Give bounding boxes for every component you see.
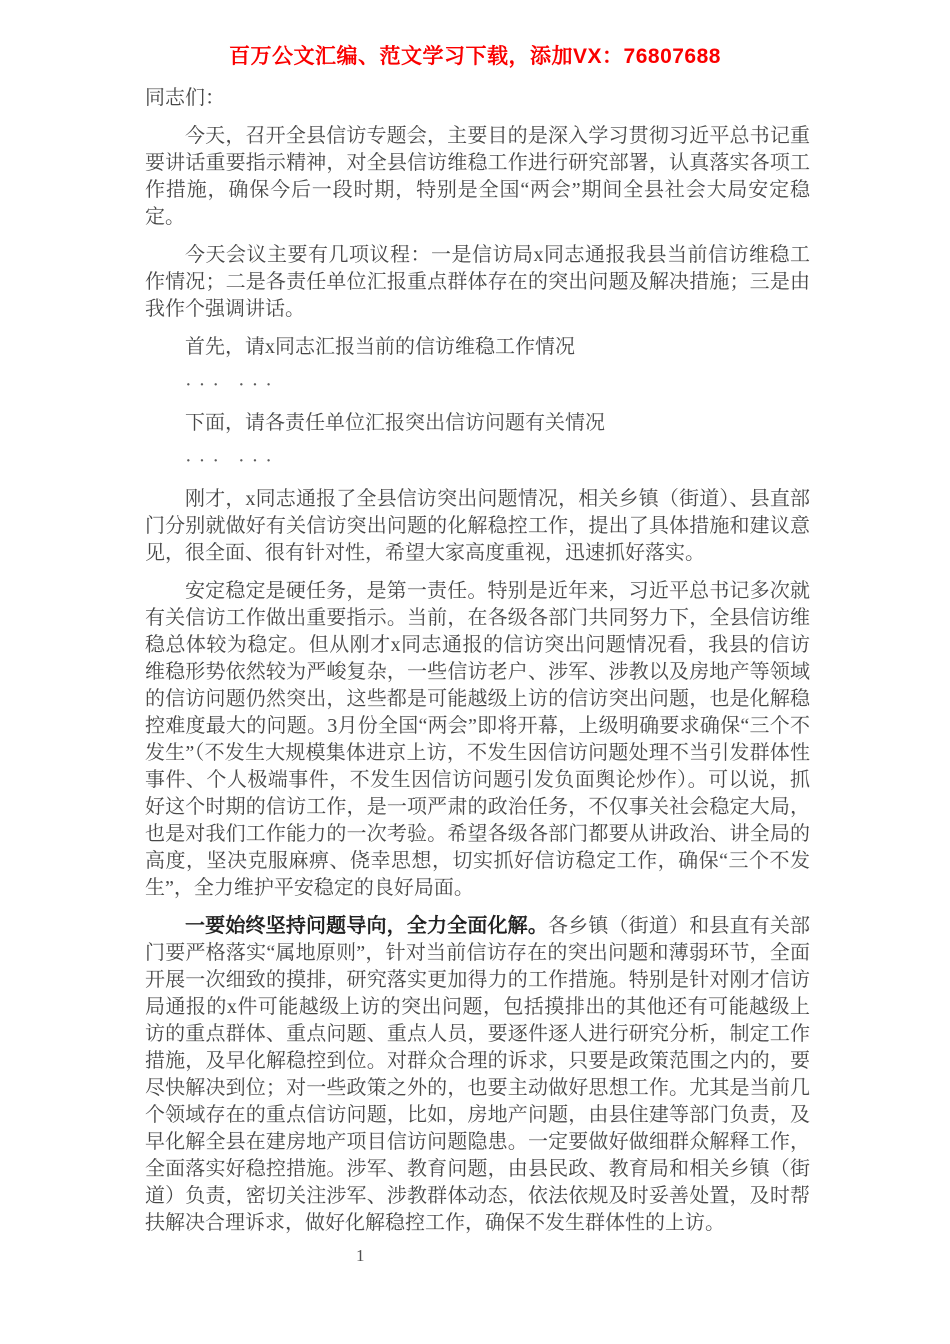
salutation: 同志们： — [145, 87, 225, 109]
paragraph: 安定稳定是硬任务，是第一责任。特别是近年来，习近平总书记多次就有关信访工作做出重要指示。当前，在各级各部门共同努力下，全县信访维稳总体较为稳定。但从刚才x同志通报的信访突出问题情况看，我县的信访维稳形势依然较为严峻复杂，一些信访老户、涉军、涉教以及房地产等领域的信访问题仍然突出，这些都是可能越级上访的信访突出问题，也是化解稳控难度最大的问题。3月份全国“两会”即将开幕，上级明确要求确保“三个不发生”（不发生大规模集体进京上访，不发生因信访问题处理不当引发群体性事件、个人极端事件，不发生因信访问题引发负面舆论炒作）。可以说，抓好这个时期的信访工作，是一项严肃的政治任务，不仅事关社会稳定大局，也是对我们工作能力的一次考验。希望各级各部门都要从讲政治、讲全局的高度，坚决克服麻痹、侥幸思想，切实抓好信访稳定工作，确保“三个不发生”，全力维护平安稳定的良好局面。 — [145, 580, 810, 899]
paragraph: 今天会议主要有几项议程：一是信访局x同志通报我县当前信访维稳工作情况；二是各责任单位汇报重点群体存在的突出问题及解决措施；三是由我作个强调讲话。 — [145, 244, 810, 320]
paragraph: 刚才，x同志通报了全县信访突出问题情况，相关乡镇（街道）、县直部门分别就做好有关信访突出问题的化解稳控工作，提出了具体措施和建议意见，很全面、很有针对性，希望大家高度重视，迅速抓好落实。 — [145, 488, 810, 564]
paragraph-emphasis: 一要始终坚持问题导向，全力全面化解。各乡镇（街道）和县直有关部门要严格落实“属地原则”，针对当前信访存在的突出问题和薄弱环节，全面开展一次细致的摸排，研究落实更加得力的工作措施。特别是针对刚才信访局通报的x件可能越级上访的突出问题，包括摸排出的其他还有可能越级上访的重点群体、重点问题、重点人员，要逐件逐人进行研究分析，制定工作措施，及早化解稳控到位。对群众合理的诉求，只要是政策范围之内的，要尽快解决到位；对一些政策之外的，也要主动做好思想工作。尤其是当前几个领域存在的重点信访问题，比如，房地产问题，由县住建等部门负责，及早化解全县在建房地产项目信访问题隐患。一定要做好做细群众解释工作，全面落实好稳控措施。涉军、教育问题，由县民政、教育局和相关乡镇（街道）负责，密切关注涉军、涉教群体动态，依法依规及时妥善处置，及时帮扶解决合理诉求，做好化解稳控工作，确保不发生群体性的上访。 — [145, 915, 810, 1234]
paragraph: 下面，请各责任单位汇报突出信访问题有关情况 — [185, 412, 605, 434]
ellipsis-line: ··· ··· — [185, 450, 279, 472]
paragraph-lead: 一要始终坚持问题导向，全力全面化解。 — [185, 915, 548, 937]
paragraph: 首先，请x同志汇报当前的信访维稳工作情况 — [185, 336, 575, 358]
document-body — [145, 85, 810, 1237]
page-number: 1 — [356, 1246, 365, 1265]
promo-header: 百万公文汇编、范文学习下载，添加VX：76807688 — [229, 45, 721, 68]
paragraph: 今天，召开全县信访专题会，主要目的是深入学习贯彻习近平总书记重要讲话重要指示精神，对全县信访维稳工作进行研究部署，认真落实各项工作措施，确保今后一段时期，特别是全国“两会”期间全县社会大局安定稳定。 — [145, 125, 810, 228]
ellipsis-line: ··· ··· — [185, 374, 279, 396]
